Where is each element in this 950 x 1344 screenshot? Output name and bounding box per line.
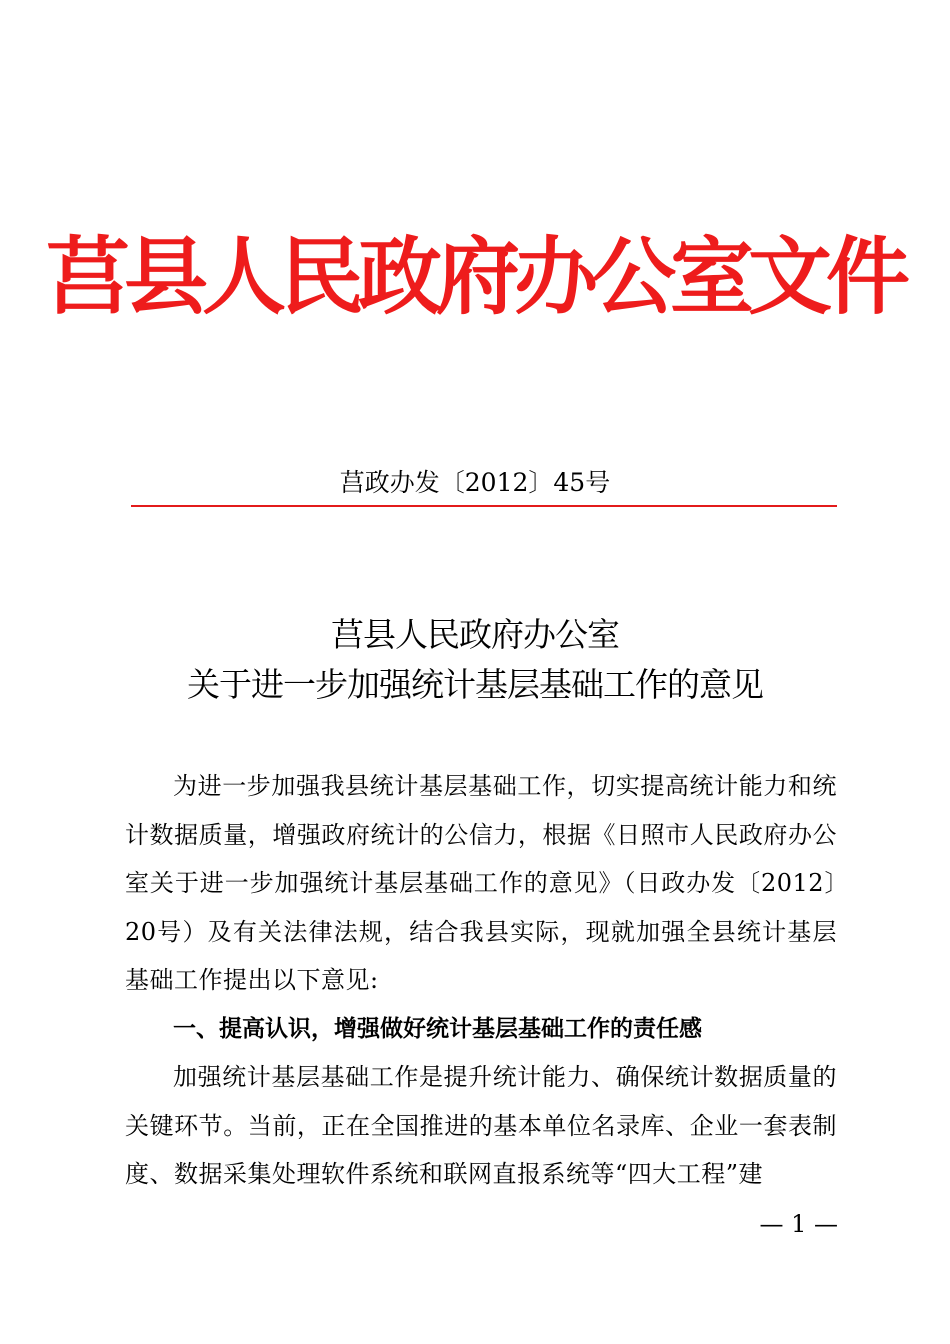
document-number: 莒政办发〔2012〕45号 bbox=[339, 468, 611, 497]
body-paragraph-intro: 为进一步加强我县统计基层基础工作，切实提高统计能力和统计数据质量，增强政府统计的公信力，根据《日照市人民政府办公室关于进一步加强统计基层基础工作的意见》（日政办发〔2012〕20号）及有关法律法规，结合我县实际，现就加强全县统计基层基础工作提出以下意见: bbox=[125, 772, 837, 994]
issuing-authority-header: 莒县人民政府办公室文件 bbox=[45, 228, 904, 326]
document-title bbox=[0, 610, 950, 710]
section-heading-1: 一、提高认识，增强做好统计基层基础工作的责任感 bbox=[173, 1015, 702, 1042]
document-body bbox=[125, 762, 837, 1199]
document-title-line-1: 莒县人民政府办公室 bbox=[331, 615, 619, 654]
body-paragraph-section-1: 加强统计基层基础工作是提升统计能力、确保统计数据质量的关键环节。当前，正在全国推进的基本单位名录库、企业一套表制度、数据采集处理软件系统和联网直报系统等“四大工程”建 bbox=[125, 1063, 837, 1188]
page-number: — 1 — bbox=[759, 1210, 838, 1238]
document-title-line-2: 关于进一步加强统计基层基础工作的意见 bbox=[187, 665, 763, 704]
red-divider-line bbox=[131, 505, 837, 507]
